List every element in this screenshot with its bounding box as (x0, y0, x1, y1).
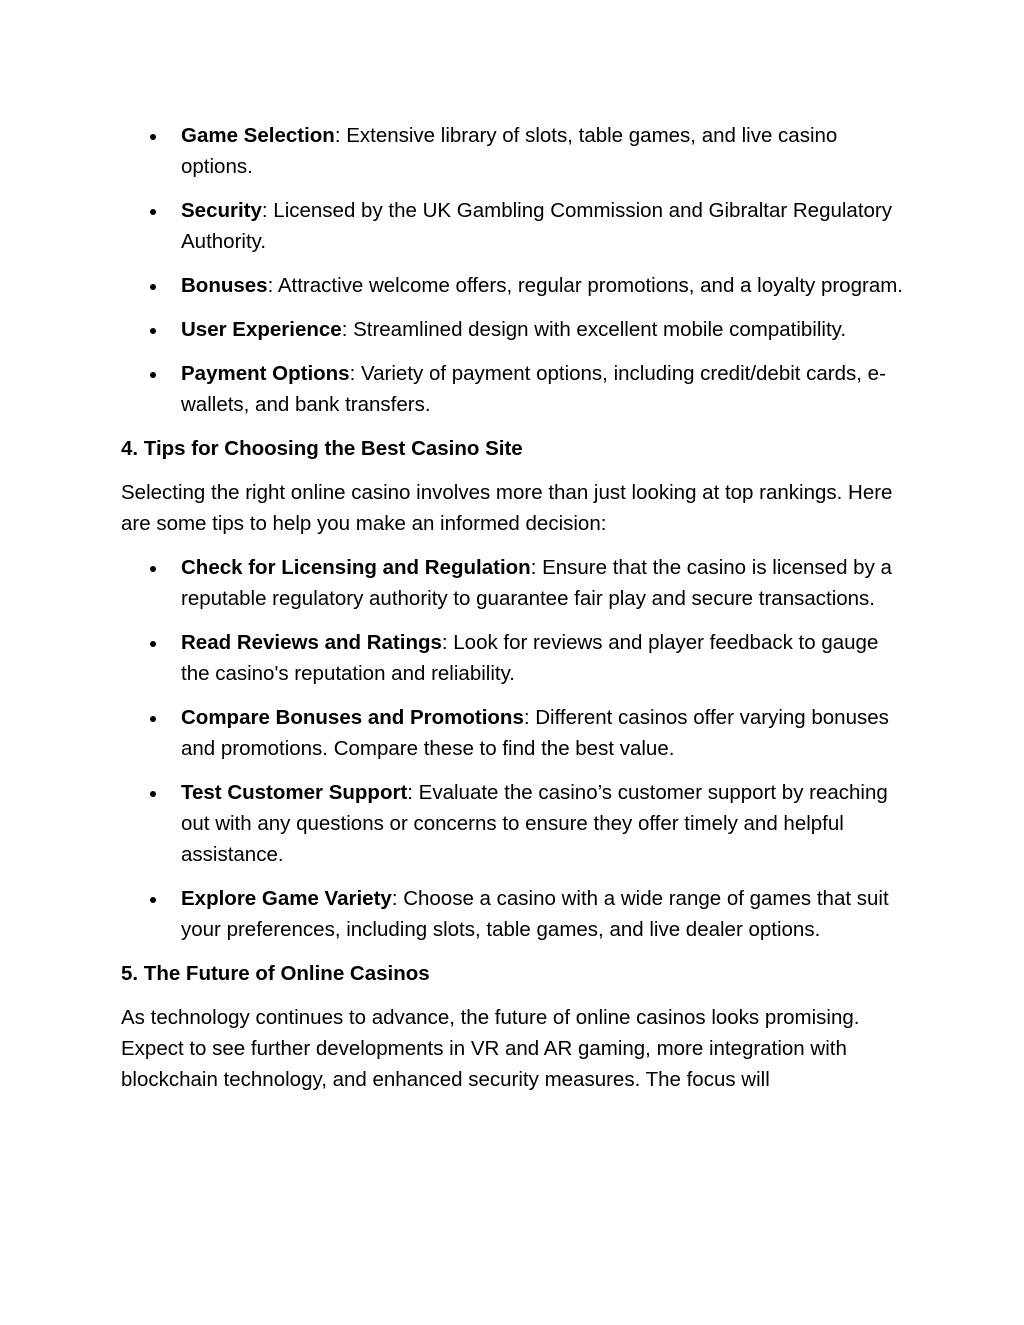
list-item (121, 358, 911, 420)
bullet-icon (150, 641, 156, 647)
bullet-icon (150, 716, 156, 722)
list-item (121, 883, 911, 945)
list-item (121, 270, 911, 301)
list-item-term: Test Customer Support (181, 781, 408, 804)
list-item-description: : Variety of payment options, including credit/debit cards, e-wallets, and bank transfers. (181, 362, 886, 416)
list-item-description: : Different casinos offer varying bonuses and promotions. Compare these to find the best value. (181, 706, 889, 760)
list-item-description: : Attractive welcome offers, regular promotions, and a loyalty program. (267, 274, 903, 297)
list-item (121, 552, 911, 614)
list-item-term: Security (181, 199, 262, 222)
list-item-description: : Extensive library of slots, table games, and live casino options. (181, 124, 838, 178)
bullet-icon (150, 566, 156, 572)
list-item (121, 195, 911, 257)
list-item (121, 120, 911, 182)
bullet-icon (150, 134, 156, 140)
list-item (121, 777, 911, 870)
bullet-icon (150, 791, 156, 797)
bullet-icon (150, 372, 156, 378)
section-4-intro: Selecting the right online casino involves more than just looking at top rankings. Here are some tips to help you make an informed decision: (121, 481, 893, 535)
list-item-description: : Choose a casino with a wide range of games that suit your preferences, including slots, table games, and live dealer options. (181, 887, 889, 941)
list-item-term: Payment Options (181, 362, 350, 385)
list-item-term: Compare Bonuses and Promotions (181, 706, 524, 729)
list-item-term: Bonuses (181, 274, 268, 297)
page-content (121, 120, 911, 1108)
list-item-description: : Evaluate the casino’s customer support by reaching out with any questions or concerns to ensure they offer timely and helpful assistance. (181, 781, 888, 866)
list-item (121, 314, 911, 345)
section-5-paragraph: As technology continues to advance, the future of online casinos looks promising. Expect to see further developments in VR and AR gaming, more integration with blockchain technology, and enhanced security measures. The focus will (121, 1006, 860, 1091)
list-item-term: Read Reviews and Ratings (181, 631, 442, 654)
list-item-term: Game Selection (181, 124, 335, 147)
list-item-term: User Experience (181, 318, 342, 341)
bullet-icon (150, 284, 156, 290)
list-item-term: Check for Licensing and Regulation (181, 556, 531, 579)
bullet-icon (150, 328, 156, 334)
list-item (121, 702, 911, 764)
list-item-term: Explore Game Variety (181, 887, 392, 910)
casino-features-list (121, 120, 911, 420)
list-item-description: : Look for reviews and player feedback to gauge the casino's reputation and reliability. (181, 631, 879, 685)
section-4-heading: 4. Tips for Choosing the Best Casino Site (121, 437, 523, 460)
list-item-description: : Ensure that the casino is licensed by a reputable regulatory authority to guarantee fair play and secure transactions. (181, 556, 892, 610)
casino-tips-list (121, 552, 911, 945)
bullet-icon (150, 897, 156, 903)
bullet-icon (150, 209, 156, 215)
section-5-heading: 5. The Future of Online Casinos (121, 962, 430, 985)
list-item (121, 627, 911, 689)
list-item-description: : Streamlined design with excellent mobile compatibility. (341, 318, 847, 341)
list-item-description: : Licensed by the UK Gambling Commission and Gibraltar Regulatory Authority. (181, 199, 893, 253)
